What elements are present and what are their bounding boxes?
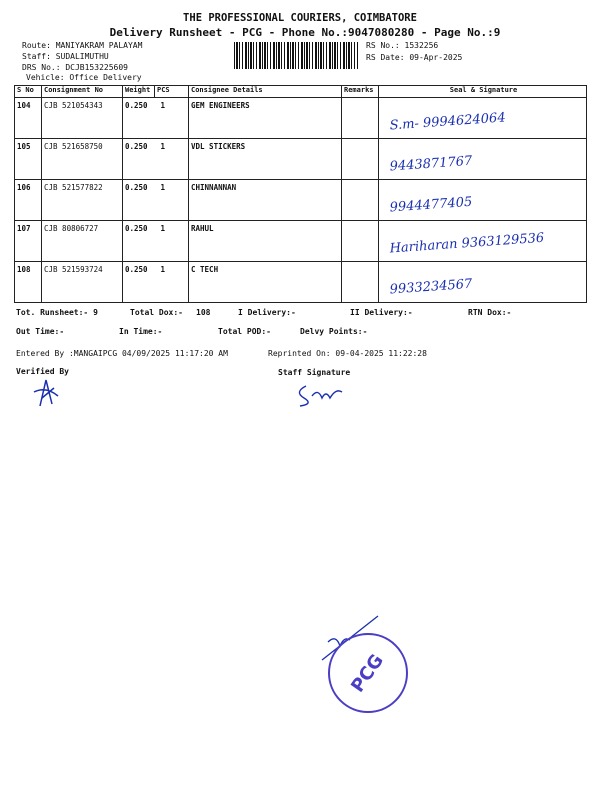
col-consignment: Consignment No [42, 86, 123, 98]
remarks [342, 139, 378, 145]
runsheet-table [14, 85, 587, 303]
rtn-dox: RTN Dox:- [468, 308, 512, 317]
tot-runsheet: Tot. Runsheet:- 9 [16, 308, 98, 317]
remarks [342, 98, 378, 104]
staff: Staff: SUDALIMUTHU [22, 52, 109, 61]
sno: 107 [17, 224, 31, 233]
consignee: CHINNANNAN [191, 183, 237, 192]
consignment-no: CJB 521054343 [44, 101, 103, 110]
verified-by: Verified By [16, 367, 69, 376]
runsheet-title: Delivery Runsheet - PCG - Phone No.:9047080280 - Page No.:9 [109, 26, 501, 39]
consignee: RAHUL [191, 224, 214, 233]
route: Route: MANIYAKRAM PALAYAM [22, 41, 143, 50]
col-remarks: Remarks [342, 86, 379, 98]
col-sno: S No [15, 86, 42, 98]
signature-handwriting: 9443871767 [389, 153, 473, 175]
pcs: 1 [160, 142, 166, 151]
weight: 0.250 [125, 224, 148, 233]
pcs: 1 [160, 224, 166, 233]
table-row [15, 98, 587, 139]
rs-number: RS No.: 1532256 [366, 41, 439, 50]
entered-by: Entered By :MANGAIPCG 04/09/2025 11:17:20 AM [16, 349, 228, 358]
pcg-stamp [328, 633, 408, 713]
pcs: 1 [160, 183, 166, 192]
remarks [342, 180, 378, 186]
sno: 104 [17, 101, 31, 110]
remarks [342, 221, 378, 227]
in-time: In Time:- [119, 327, 163, 336]
signature-handwriting: Hariharan 9363129536 [389, 230, 545, 257]
weight: 0.250 [125, 142, 148, 151]
ii-delivery: II Delivery:- [350, 308, 413, 317]
consignee: VDL STICKERS [191, 142, 246, 151]
delvy-points: Delvy Points:- [300, 327, 368, 336]
col-weight: Weight [123, 86, 155, 98]
rs-date: RS Date: 09-Apr-2025 [366, 53, 463, 62]
sno: 105 [17, 142, 31, 151]
weight: 0.250 [125, 183, 148, 192]
signature-handwriting: S.m- 9994624064 [389, 110, 507, 134]
pcs: 1 [160, 101, 166, 110]
table-row [15, 221, 587, 262]
reprinted-on: Reprinted On: 09-04-2025 11:22:28 [268, 349, 427, 358]
signature-handwriting: 9944477405 [389, 194, 473, 216]
weight: 0.250 [125, 101, 148, 110]
staff-signature: Staff Signature [278, 368, 351, 377]
table-row [15, 139, 587, 180]
total-dox-value: 108 [196, 308, 211, 317]
out-time: Out Time:- [16, 327, 65, 336]
i-delivery: I Delivery:- [238, 308, 296, 317]
consignment-no: CJB 521593724 [44, 265, 103, 274]
staff-signature-mark [292, 378, 350, 408]
consignee: GEM ENGINEERS [191, 101, 250, 110]
sno: 108 [17, 265, 31, 274]
vehicle: Vehicle: Office Delivery [26, 73, 142, 82]
barcode [234, 42, 358, 69]
signature-handwriting: 9933234567 [389, 276, 473, 298]
consignment-no: CJB 80806727 [44, 224, 99, 233]
weight: 0.250 [125, 265, 148, 274]
table-row [15, 262, 587, 303]
verifier-signature-mark [28, 374, 62, 410]
total-pod: Total POD:- [218, 327, 271, 336]
consignment-no: CJB 521658750 [44, 142, 103, 151]
consignee: C TECH [191, 265, 219, 274]
col-pcs: PCS [155, 86, 189, 98]
sno: 106 [17, 183, 31, 192]
col-consignee: Consignee Details [189, 86, 342, 98]
stamp-text: PCG [347, 650, 389, 696]
drs-number: DRS No.: DCJB153225609 [22, 63, 128, 72]
total-dox-label: Total Dox:- [130, 308, 183, 317]
consignment-no: CJB 521577822 [44, 183, 103, 192]
company-name: THE PROFESSIONAL COURIERS, COIMBATORE [183, 12, 417, 24]
col-signature: Seal & Signature [379, 86, 587, 98]
table-row [15, 180, 587, 221]
pcs: 1 [160, 265, 166, 274]
remarks [342, 262, 378, 268]
